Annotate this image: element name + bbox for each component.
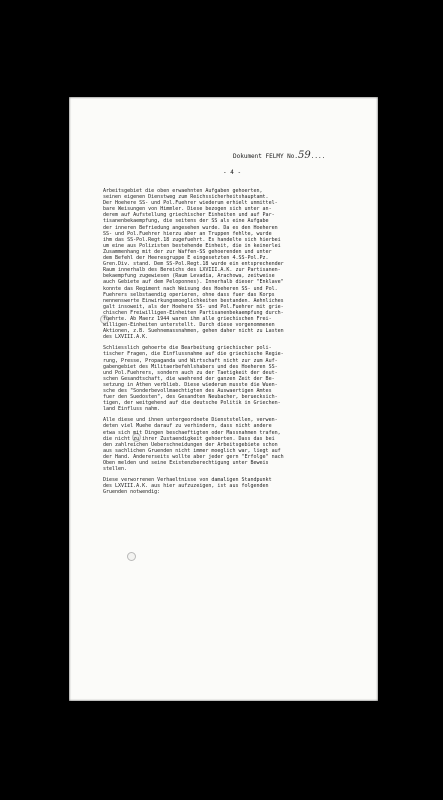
text-line: derem auf Aufstellung griechischer Einheiten und auf Par- (103, 212, 275, 219)
text-line: seinen eigenen Dienstweg zum Reichssicherheitshauptamt. (103, 194, 269, 201)
text-line: des LXVIII.A.K. (103, 334, 149, 341)
text-line: sche des "Sonderbevollmaechtigten des Auswaertigen Amtes (103, 388, 272, 394)
text-line: um eine aus Polizisten bestehende Einheit, die in keinerlei (103, 242, 281, 249)
text-line: setzung in Athen verblieb. Diese wiederum musste die Wuen- (103, 381, 278, 388)
text-line: willigen-Einheiten unterstellt. Durch diese vorgenommenen (103, 322, 275, 329)
body-text (103, 188, 365, 501)
text-line: Gruenden notwendig: (103, 489, 161, 496)
document-header (233, 152, 373, 161)
text-line: Schliesslich gehoerte die Bearbeitung griechischer poli- (103, 345, 272, 352)
text-line: galt insoweit, als der Hoehere SS- und Pol.Fuehrer mit grie- (103, 303, 284, 310)
text-line: rung, Presse, Propaganda und Wirtschaft nicht zur zum Auf- (103, 357, 278, 364)
header-suffix: .... (310, 153, 326, 160)
text-line: tisanenbekaempfung, die seitens der SS als eine Aufgabe (103, 218, 269, 225)
text-line: den zahlreichen Ueberschneidungen der Arbeitsgebiete schon (103, 441, 278, 448)
text-line: Gren.Div. stand. Dem SS-Pol.Regt.18 wurde ein entsprechender (103, 261, 284, 268)
text-line: Oben melden und seine Existenzberechtigung unter Beweis (103, 460, 269, 467)
text-line: etwa sich mit Dingen beschaeftigten oder Massnahmen trafen, (103, 429, 281, 436)
text-line: deten viel Muehe darauf zu verhindern, dass nicht andere (103, 423, 272, 430)
text-line: dem Befehl der Heeresgruppe E eingesetzten 4.SS-Pol.Pz. (103, 255, 269, 262)
punch-hole (127, 552, 136, 561)
text-line: fuehrte. Ab Maerz 1944 waren ihm alle griechischen Frei- (103, 315, 272, 322)
text-line: ihm das SS-Pol.Regt.18 zugefuehrt. Es handelte sich hierbei (103, 236, 281, 243)
text-line: chischen Freiwilligen-Einheiten Partisanenbekaempfung durch- (103, 309, 284, 316)
text-line: bekaempfung zugewiesen (Raum Levadia, Arachowa, zeitweise (103, 273, 275, 280)
text-line: Der Hoehere SS- und Pol.Fuehrer wiederum erhielt unmittel- (103, 200, 278, 207)
document-page (69, 97, 378, 701)
paragraph (103, 345, 365, 412)
paragraph (103, 477, 365, 495)
text-line: land Einfluss nahm. (103, 406, 161, 413)
page-marker: - 4 - (223, 169, 242, 176)
text-line: Aktionen, z.B. Suehnemassnahmen, gehen daher nicht zu Lasten (103, 328, 284, 335)
text-line: tigen, der weitgehend auf die deutsche Politik in Griechen- (103, 400, 281, 407)
text-line: Alle diese und ihnen untergeordnete Dienststellen, verwen- (103, 417, 278, 424)
text-line: Diese verworrenen Verhaeltnisse von damaligen Standpunkt (103, 477, 272, 484)
paragraph (103, 188, 365, 340)
text-line: auch Gebiete auf dem Peloponnes). Innerhalb dieser "Enklave" (103, 279, 284, 286)
text-line: fuer den Suedosten", des Gesandten Neubacher, beruecksich- (103, 394, 278, 401)
header-label: Dokument FELMY No. (233, 153, 299, 160)
text-line: Zusammenhang mit der zur Waffen-SS gehoerenden und unter (103, 248, 272, 255)
text-line: nennenswerte Einwirkungsmoeglichkeiten bestanden. Aehnliches (103, 297, 284, 304)
text-line: stellen. (103, 466, 128, 473)
text-line: Arbeitsgebiet die oben erwaehnten Aufgaben gehoerten, (103, 188, 263, 194)
text-line: SS- und Pol.Fuehrer hierzu aber an Truppen fehlte, wurde (103, 230, 272, 237)
text-line: schen Gesandtschaft, die waehrend der ganzen Zeit der Be- (103, 375, 275, 382)
text-line: die nicht zu ihrer Zustaendigkeit gehoerten. Dass das bei (103, 435, 275, 442)
text-line: konnte das Regiment nach Weisung des Hoeheren SS- und Pol. (103, 285, 278, 292)
text-line: des LXVIII.A.K. aus hier aufzuzeigen, ist aus folgenden (103, 483, 269, 490)
text-line: bare Weisungen von Himmler. Diese bezogen sich unter an- (103, 206, 272, 213)
handwritten-number: 59 (298, 150, 311, 161)
text-line: und Pol.Fuehrers, sondern auch zu der Taetigkeit der deut- (103, 369, 278, 376)
text-line: der Hand. Andererseits wollte aber jeder gern "Erfolge" nach (103, 453, 284, 460)
paragraph (103, 417, 365, 472)
text-line: Raum innerhalb des Bereichs des LXVIII.A.K. zur Partisanen- (103, 267, 281, 274)
text-line: Fuehrers selbstaendig operieren, ohne dass fuer das Korps (103, 291, 275, 298)
text-line: aus sachlichen Gruenden nicht immer moeglich war, liegt auf (103, 447, 281, 454)
text-line: tischer Fragen, die Einflussnahme auf die griechische Regie- (103, 351, 284, 358)
text-line: gabengebiet des Militaerbefehlshabers und des Hoeheren SS- (103, 363, 278, 370)
text-line: der inneren Befriedung angesehen wurde. Da es den Hoeheren (103, 224, 278, 231)
